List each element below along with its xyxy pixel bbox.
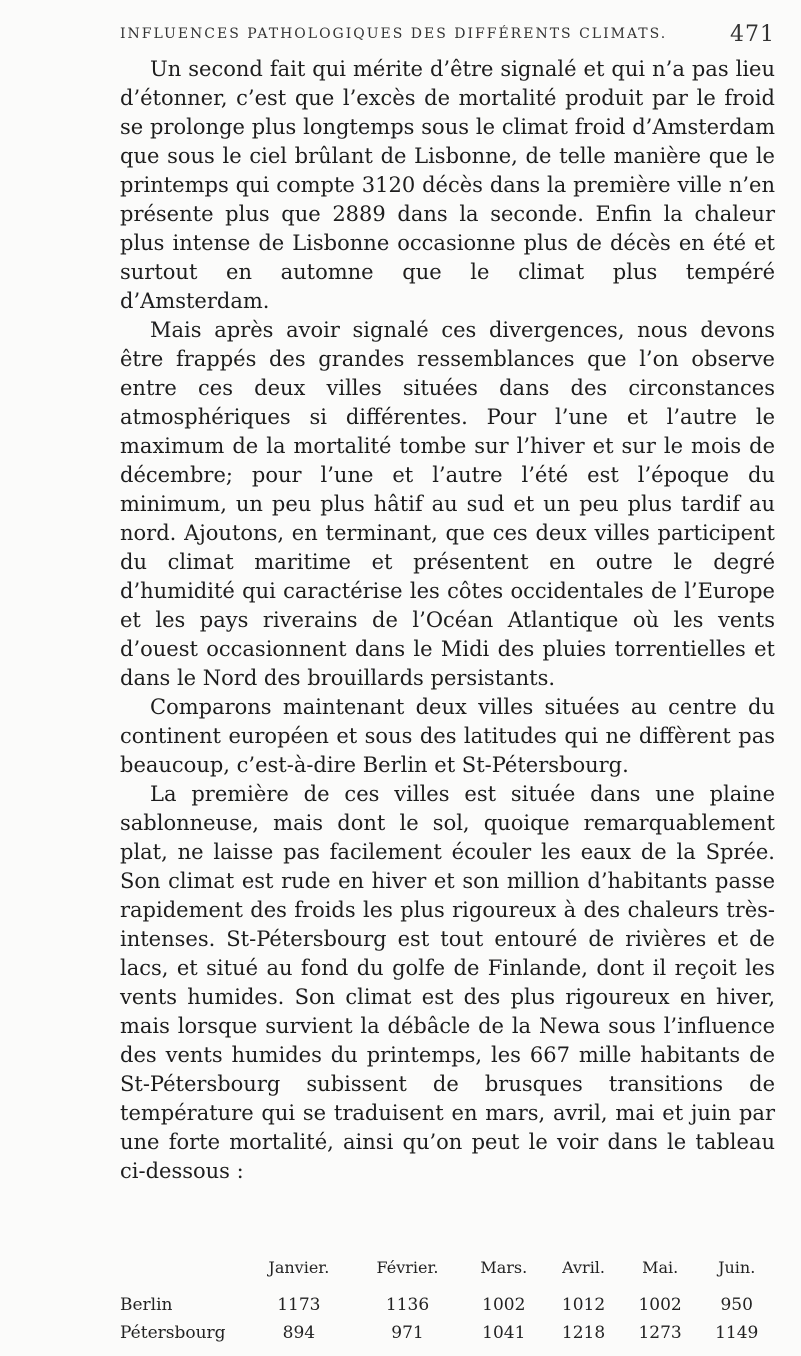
table-corner <box>120 1258 245 1291</box>
table-cell: 1002 <box>482 1295 526 1315</box>
running-head <box>120 22 775 52</box>
paragraph: La première de ces villes est située dans une plaine sablonneuse, mais dont le sol, quoique remarquablement plat, ne laisse pas facilement écouler les eaux de la Sprée. Son climat est rude en hiver et son million d’habitants passe rapidement des froids les plus rigoureux à des chaleurs très-intenses. St-Pétersbourg est tout entouré de rivières et de lacs, et situé au fond du golfe de Finlande, dont il reçoit les vents humides. Son climat est des plus rigoureux en hiver, mais lorsque survient la débâcle de la Newa sous l’influence des vents humides du printemps, les 667 mille habitants de St-Pétersbourg subissent de brusques transitions de température qui se traduisent en mars, avril, mai et juin par une forte mortalité, ainsi qu’on peut le voir dans le tableau ci-dessous : <box>120 782 775 1183</box>
column-header: Mars. <box>480 1258 528 1277</box>
paragraph: Comparons maintenant deux villes situées au centre du continent européen et sous des latitudes qui ne diffèrent pas beaucoup, c’est-à-dire Berlin et St-Pétersbourg. <box>120 695 775 777</box>
column-header: Février. <box>376 1258 439 1277</box>
table-cell: 1012 <box>561 1295 606 1315</box>
column-header: Juin. <box>718 1258 756 1277</box>
table-cell: 950 <box>720 1295 753 1315</box>
row-label: Berlin <box>120 1295 173 1315</box>
column-header: Avril. <box>562 1258 606 1277</box>
paragraph: Mais après avoir signalé ces divergences, nous devons être frappés des grandes ressemblances que l’on observe entre ces deux villes situées dans des circonstances atmosphériques si différentes. Pour l’une et l’autre le maximum de la mortalité tombe sur l’hiver et sur le mois de décembre; pour l’une et l’autre l’été est l’époque du minimum, un peu plus hâtif au sud et un peu plus tardif au nord. Ajoutons, en terminant, que ces deux villes participent du climat maritime et présentent en outre le degré d’humidité qui caractérise les côtes occidentales de l’Europe et les pays riverains de l’Océan Atlantique où les vents d’ouest occasionnent dans le Midi des pluies torrentielles et dans le Nord des brouillards persistants. <box>120 318 775 690</box>
body-text <box>120 55 775 1186</box>
page-number: 471 <box>730 22 775 47</box>
column-header: Mai. <box>642 1258 679 1277</box>
column-header: Janvier. <box>268 1258 330 1277</box>
table-header-row <box>120 1258 775 1291</box>
table-cell: 971 <box>391 1323 424 1343</box>
table-cell: 1149 <box>715 1323 759 1343</box>
table-cell: 894 <box>282 1323 316 1343</box>
paragraph: Un second fait qui mérite d’être signalé et qui n’a pas lieu d’étonner, c’est que l’excès de mortalité produit par le froid se prolonge plus longtemps sous le climat froid d’Amsterdam que sous le ciel brûlant de Lisbonne, de telle manière que le printemps qui compte 3120 décès dans la première ville n’en présente plus que 2889 dans la seconde. Enfin la chaleur plus intense de Lisbonne occasionne plus de décès en été et surtout en automne que le climat plus tempéré d’Amsterdam. <box>120 57 775 313</box>
table-cell: 1002 <box>638 1295 682 1315</box>
row-label: Pétersbourg <box>120 1323 226 1343</box>
table-row <box>120 1291 775 1319</box>
table-cell: 1041 <box>482 1323 526 1343</box>
running-title: INFLUENCES PATHOLOGIQUES DES DIFFÉRENTS CLIMATS. <box>120 26 668 42</box>
table-cell: 1173 <box>277 1295 321 1315</box>
table-cell: 1136 <box>385 1295 430 1315</box>
table-cell: 1218 <box>561 1323 606 1343</box>
mortality-table <box>120 1258 775 1347</box>
table-cell: 1273 <box>638 1323 682 1343</box>
table-row <box>120 1319 775 1347</box>
